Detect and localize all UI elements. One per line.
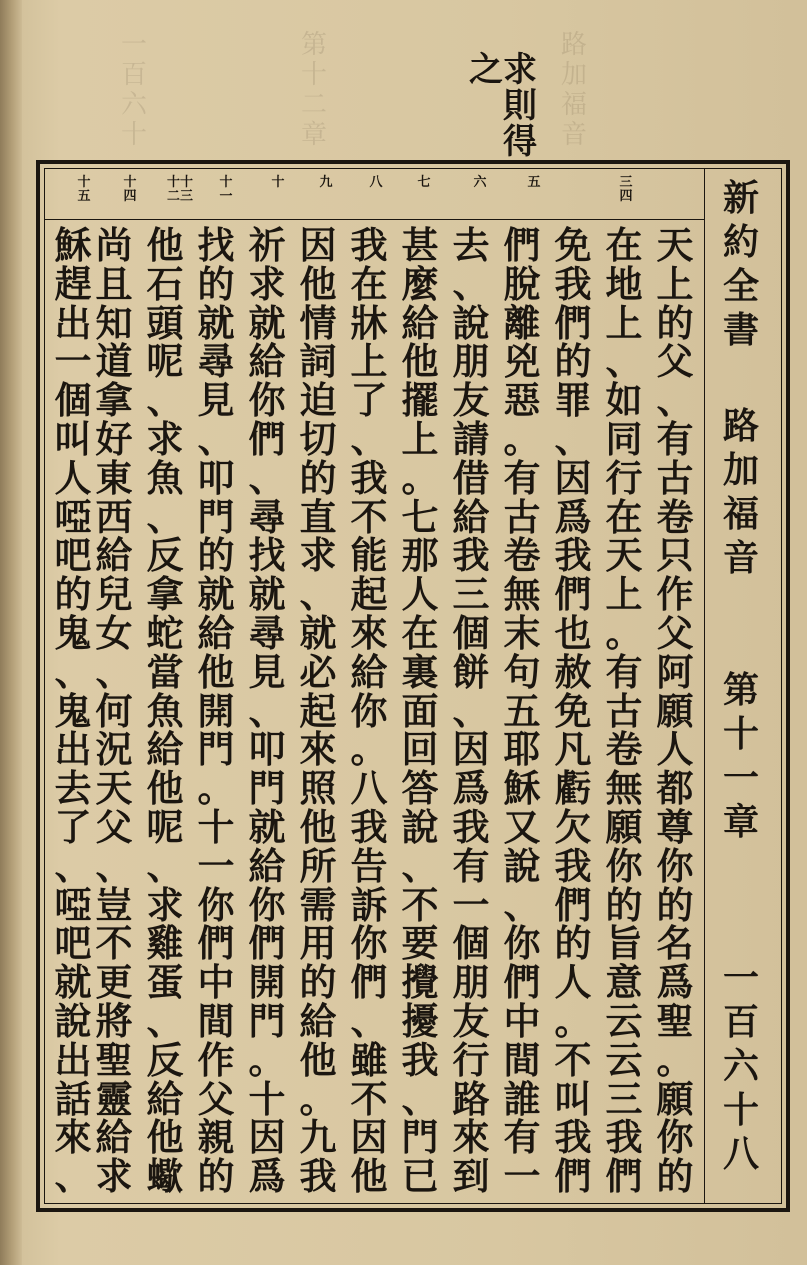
text-column: 天 上 的 父 、 有 古 卷 只 作 父 阿 願 人 都 尊 你 的 名 爲 聖 。 願 你 的	[656, 223, 694, 1199]
text-column: 他 石 頭 呢 、 求 魚 、 反 拿 蛇 當 魚 給 他 呢 、 求 雞 蛋 、 反 給 他 蠍	[146, 223, 184, 1199]
text-column: 穌 趕 出 一 個 叫 人 啞 吧 的 鬼 、 鬼 出 去 了 、 啞 吧 就 說 出 話 來 、	[54, 223, 92, 1199]
text-column: 找 的 就 尋 見 、 叩 門 的 就 給 他 開 門 。 十 一 你 們 中 間 作 父 親 的	[197, 223, 235, 1199]
running-page-number: 一 百 六 十 八	[722, 957, 759, 1175]
bleed-through-column: 路 加 福 音	[560, 30, 587, 150]
verse-number: 十 一	[219, 175, 233, 204]
verse-number: 十 四	[123, 175, 137, 204]
verse-number: 十 五	[77, 175, 91, 204]
verse-number: 九	[319, 175, 333, 190]
verse-number-divider	[44, 219, 704, 220]
text-column: 我 在 牀 上 了 、 我 不 能 起 來 給 你 。 八 我 告 訴 你 們 、 雖 不 因 他	[350, 223, 388, 1199]
text-column: 去 、 說 朋 友 請 借 給 我 三 個 餅 、 因 爲 我 有 一 個 朋 友 行 路 來 到	[452, 223, 490, 1199]
verse-number: 八	[369, 175, 383, 190]
bleed-through-column: 一 百 六 十	[120, 30, 147, 150]
text-column: 們 脫 離 兇 惡 。 有 古 卷 無 末 句 五 耶 穌 又 說 、 你 們 中 間 誰 有 一	[503, 223, 541, 1199]
text-column: 尚 且 知 道 拿 好 東 西 給 兒 女 、 何 況 天 父 、 豈 不 更 將 聖 靈 給 求	[95, 223, 133, 1199]
bleed-through-column: 第 十 二 章	[300, 30, 327, 150]
verse-number: 五	[527, 175, 541, 190]
verse-number: 三 四	[619, 175, 633, 204]
running-header-divider	[704, 168, 705, 1204]
header-note-main: 求 則 得	[503, 50, 537, 162]
running-chapter: 第 十 一 章	[722, 669, 759, 843]
verse-number: 七	[417, 175, 431, 190]
text-column: 甚 麼 給 他 擺 上 。 七 那 人 在 裏 面 回 答 說 、 不 要 攪 擾 我 、 門 已	[401, 223, 439, 1199]
verse-number: 十	[271, 175, 285, 190]
running-book-title: 新 約 全 書	[722, 177, 759, 351]
text-column: 免 我 們 的 罪 、 因 爲 我 們 也 赦 免 凡 虧 欠 我 們 的 人 。 不 叫 我 們	[554, 223, 592, 1199]
running-gospel-name: 路 加 福 音	[722, 405, 759, 579]
header-note-particle: 之	[469, 50, 503, 90]
verse-number: 十十 二三	[166, 175, 193, 204]
verse-number: 六	[473, 175, 487, 190]
page-gutter	[0, 0, 22, 1265]
text-column: 因 他 情 詞 迫 切 的 直 求 、 就 必 起 來 照 他 所 需 用 的 給 他 。 九 我	[299, 223, 337, 1199]
text-column: 祈 求 就 給 你 們 、 尋 找 就 尋 見 、 叩 門 就 給 你 們 開 門 。 十 因 爲	[248, 223, 286, 1199]
text-column: 在 地 上 、 如 同 行 在 天 上 。 有 古 卷 無 願 你 的 旨 意 云 云 三 我 們	[605, 223, 643, 1199]
